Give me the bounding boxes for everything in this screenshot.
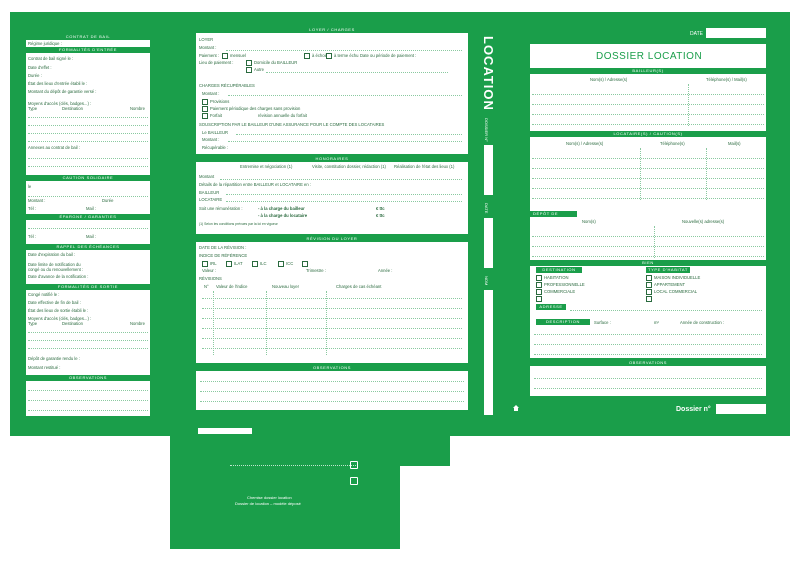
mensuel-option[interactable]: mensuel [222,53,246,59]
charges-montant: Montant : [202,91,220,96]
revisions-label: RÉVISIONS [199,276,222,281]
moyens-label: Moyens d'accès (clés, badges...) : [28,101,92,106]
trimestre-label: Trimestre : [306,268,326,273]
col-nouveau: Nouveau loyer [272,284,300,289]
honoraires-panel [196,156,468,234]
charges-title: CHARGES RÉCUPÉRABLES [199,83,255,88]
dossier-no-field[interactable] [716,404,766,414]
left-panel [26,34,150,416]
revision-panel [196,236,468,363]
caution-header: CAUTION SOLIDAIRE [26,175,150,181]
spine-date-box[interactable] [484,218,493,268]
rappel-header: RAPPEL DES ÉCHÉANCES [26,244,150,250]
formalites-header: FORMALITÉS D'ENTRÉE [26,47,150,53]
nom-s-col: Nom(s) [582,219,596,224]
loyer-montant: Montant : [199,45,217,50]
periodique-option[interactable]: Paiement périodique des charges sans provision [202,106,300,112]
charge-locataire: - à la charge du locataire [258,213,308,218]
spine-title: LOCATION [481,36,496,111]
right-observations-header: OBSERVATIONS [530,360,766,366]
middle-observations-header: OBSERVATIONS [196,365,468,371]
domicile-option[interactable]: Domicile du BAILLEUR [246,60,297,66]
nombre2-col: Nombre [130,321,145,326]
col-valeur: Valeur de l'indice [216,284,248,289]
dest-other[interactable] [536,296,544,302]
terme-echu-option[interactable]: à terme échu [326,53,358,59]
bailleur-header: BAILLEUR(S) [530,68,766,74]
home-icon-base [514,408,518,411]
echoir-option[interactable]: à échoir [304,53,327,59]
epargne-header: ÉPARGNE / GARANTIES [26,214,150,220]
date-field[interactable] [706,28,766,38]
right-observations-panel [530,360,766,396]
spine-date-label: DATE [484,203,489,214]
flap-logo-icon-2 [350,477,358,485]
contrat-signe-label: Contrat de bail signé le : [28,56,74,61]
col-no: N° [204,284,209,289]
date-revision-label: DATE DE LA RÉVISION : [199,245,247,250]
adresse-header: ADRESSE [536,304,566,310]
contrat-header: CONTRAT DE BAIL [26,34,150,40]
type-local[interactable]: LOCAL COMMERCIAL [646,289,697,295]
destination2-col: Destination [62,321,83,326]
indice-ilc[interactable]: ILC [252,261,267,267]
caution-montant: Montant : [28,198,46,203]
honoraires-bailleur: BAILLEUR [199,190,220,195]
details-label: Détails de la répartition entre BAILLEUR et LOCATAIRE en : [199,182,312,187]
duree-label: Durée : [28,73,42,78]
autre-option[interactable]: Autre [246,67,264,73]
dest-habitation[interactable]: HABITATION [536,275,569,281]
honoraires-montant: Montant [199,174,215,179]
spine-dossier-box[interactable] [484,145,493,195]
soit-remuneration: Soit une rémunération : [199,206,243,211]
loyer-title: LOYER [199,37,214,42]
caution-duree: Durée [102,198,114,203]
folder-flap [170,428,400,549]
indice-label: INDICE DE RÉFÉRENCE [199,253,248,258]
flap-label-box[interactable] [198,428,252,434]
mail2-col: Mail(s) [728,141,741,146]
euro-2: € ttc [376,213,385,218]
left-observations-header: OBSERVATIONS [26,375,150,381]
caution-le: le [28,184,32,189]
valeur-label: Valeur : [202,268,217,273]
nom-adresse-col: Nom(s) / Adresse(s) [590,77,628,82]
date-periode-label: Date ou période de paiement : [360,53,417,58]
paiement-label: Paiement : [199,53,220,58]
right-panel [530,44,766,358]
revision-forfait-label: révision annuelle du forfait [258,113,307,118]
caution-tel: Tél : [28,206,37,211]
bien-header: BIEN [530,260,766,266]
nombre-col: Nombre [130,106,145,111]
telephone2-col: Téléphone(s) [660,141,685,146]
depot-header: DÉPÔT DE GARANTIE [530,211,577,217]
date-label: DATE [690,31,703,37]
forfait-option[interactable]: Forfait [202,113,222,119]
type-col: Type [28,106,38,111]
le-bailleur-label: Le BAILLEUR [202,130,229,135]
destination-col: Destination [62,106,83,111]
loyer-header: LOYER / CHARGES [196,27,468,33]
honoraires-note: (1) Selon les conditions prévues par la loi en vigueur [199,222,278,226]
date-effet-label: Date d'effet : [28,65,52,70]
type-maison[interactable]: MAISON INDIVIDUELLE [646,275,700,281]
dossier-title: DOSSIER LOCATION [596,51,703,62]
surface-unit: m² [654,320,659,325]
date-avance-label: Date d'avance de la notification : [28,274,89,279]
regime-label: Régime juridique : [28,41,62,46]
indice-other[interactable] [302,261,310,267]
conge-label: Congé notifié le : [28,292,60,297]
nouvelle-adresse-col: Nouvelle(s) adresse(s) [682,219,725,224]
date-limite-label: Date limite de notification du congé ou du renouvellement : [28,262,84,272]
type-appartement[interactable]: APPARTEMENT [646,282,685,288]
euro-1: € ttc [376,206,385,211]
indice-ilat[interactable]: ILAT [226,261,243,267]
destination-header: DESTINATION [536,267,582,273]
honoraires-locataire: LOCATAIRE [199,197,223,202]
spine-dossier-label: DOSSIER N° [484,118,489,142]
col-cumul: Charges de cas échéant [336,284,382,289]
annexes-label: Annexes au contrat de bail : [28,145,80,150]
loyer-panel [196,27,468,154]
spine-nom-box[interactable] [484,290,493,415]
caution-mail: Mail : [86,206,97,211]
annee-label: Année : [378,268,393,273]
dest-commerciale[interactable]: COMMERCIALE [536,289,575,295]
spine-nom-label: NOM [484,276,489,286]
annee-construction-label: Année de construction : [680,320,724,325]
epargne-tel: Tél : [28,234,37,239]
folder-flap-notch [400,428,450,466]
montant-depot-label: Montant du dépôt de garantie versé : [28,89,97,94]
indice-icc[interactable]: ICC [278,261,293,267]
flap-logo-icon [350,461,358,469]
depot-rendu-label: Dépôt de garantie rendu le : [28,356,80,361]
epargne-mail: Mail : [86,234,97,239]
entremise-col: Entremise et négociation (1) [240,164,293,169]
honoraires-header: HONORAIRES [196,156,468,162]
description-header: DESCRIPTION SUCCINCTE [536,319,590,325]
date-expiration-label: Date d'expiration du bail : [28,252,76,257]
etat-lieux-label: État des lieux d'entrée établi le : [28,81,88,86]
assurance-montant: Montant : [202,137,220,142]
locataire-header: LOCATAIRE(S) / CAUTION(S) [530,131,766,137]
souscription-title: SOUSCRIPTION PAR LE BAILLEUR D'UNE ASSURANCE POUR LE COMPTE DES LOCATAIRES [199,122,385,127]
surface-label: Surface : [594,320,611,325]
provisions-option[interactable]: Provisions [202,99,229,105]
visite-col: Visite, constitution dossier, rédaction (1) [312,164,386,169]
etat-sortie-label: État des lieux de sortie établi le : [28,308,89,313]
middle-observations-panel [196,365,468,410]
flap-line-1: Chemise dossier location [247,495,292,500]
type-header: TYPE D'HABITAT [646,267,690,273]
dest-professionnelle[interactable]: PROFESSIONNELLE [536,282,585,288]
montant-restitue-label: Montant restitué : [28,365,61,370]
indice-irl[interactable]: IRL [202,261,217,267]
revision-header: RÉVISION DU LOYER [196,236,468,242]
moyens2-label: Moyens d'accès (clés, badges...) : [28,316,92,321]
nom-adresse2-col: Nom(s) / Adresse(s) [566,141,604,146]
charge-bailleur: - à la charge du bailleur [258,206,305,211]
type2-col: Type [28,321,38,326]
lieu-paiement-label: Lieu de paiement : [199,60,234,65]
type-other[interactable] [646,296,654,302]
formalites-sortie-header: FORMALITÉS DE SORTIE [26,284,150,290]
date-effective-label: Date effective de fin de bail : [28,300,81,305]
realisation-col: Réalisation de l'état des lieux (1) [394,164,455,169]
telephone-mail-col: Téléphone(s) / Mail(s) [706,77,747,82]
flap-line-2: Dossier de location – modèle déposé [235,501,301,506]
dossier-no-label: Dossier n° [676,406,711,413]
recuperable-label: Récupérable : [202,145,229,150]
